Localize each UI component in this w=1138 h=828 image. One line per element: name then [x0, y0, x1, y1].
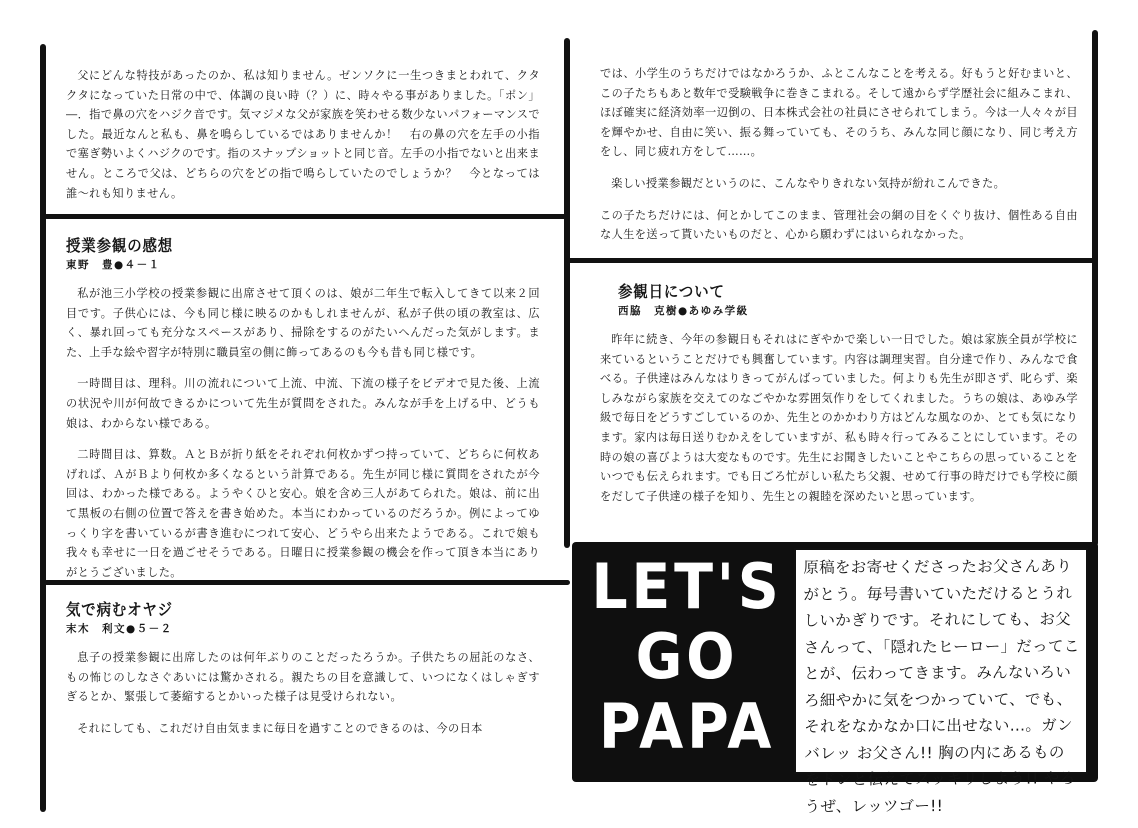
logo-line: PAPA [598, 690, 776, 763]
divider-intro [44, 214, 570, 219]
handwritten-note: 原稿をお寄せくださったお父さんありがとう。毎号書いていただけるとうれしいかぎりです。それにしても、お父さんって、「隠れたヒーロー」だってことが、伝わってきます。みんないろいろ細やかに気をつかっていて、でも、それをなかなか口に出せない…。ガンバレッ お父さん!! 胸の内にあるものをドンと伝えてスッキリしよう!! やろうぜ、レッツゴー!! [803, 557, 1080, 816]
article-paragraph: 息子の授業参観に出席したのは何年ぶりのことだったろうか。子供たちの屈託のなさ、もの怖じのしなさぐあいには驚かされる。親たちの目を意識して、いつになくはしゃぎすぎるとか、緊張して萎縮するとかいった様子は見受けられない。 [66, 651, 540, 704]
article-author: 西脇 克樹●あゆみ学級 [618, 305, 749, 317]
article-paragraph: 楽しい授業参観だというのに、こんなやりきれない気持が紛れこんできた。 [611, 176, 1006, 190]
divider-article3 [566, 258, 1096, 263]
article-paragraph: 一時間目は、理科。川の流れについて上流、中流、下流の様子をビデオで見た後、上流の状況や川が何故できるかについて先生が質問をされた。みんなが手を上げる中、どうも娘は、わからない様である。 [66, 377, 540, 430]
logo-line: LET'S [591, 550, 783, 623]
article-worried-father-continued [600, 64, 1078, 245]
article-paragraph: 昨年に続き、今年の参観日もそれはにぎやかで楽しい一日でした。娘は家族全員が学校に来ているということだけでも興奮しています。内容は調理実習。自分達で作り、みんなで食べる。子供達はみんなはりきってがんばっていました。何よりも先生が即さず、叱らず、楽しみながら家族を交えてのなごやかな雰囲気作りをしてくれました。うちの娘は、あゆみ学級で毎日をどうすごしているのか、先生とのかかわり方はどんな風なのか、とても気になります。家内は毎日送りむかえをしていますが、私も時々行ってみることにしています。その時の娘の喜びようは大変なものです。先生にお聞きしたいことやこちらの思っていることをいつでも伝えられます。でも日ごろ忙がしい私たち父親、せめて行事の時だけでも学校に顔をだして子供達の様子を知り、先生との親睦を深めたいと思っています。 [600, 333, 1078, 503]
article-author: 東野 豊●４－１ [66, 259, 161, 271]
article-title: 参観日について [618, 282, 725, 301]
article-visit-day [600, 282, 1078, 506]
right-border-line [1092, 30, 1098, 546]
article-paragraph: それにしても、これだけ自由気ままに毎日を過すことのできるのは、今の日本 [77, 721, 483, 735]
left-border-line [40, 44, 46, 812]
article-worried-father [66, 600, 540, 738]
article-title: 授業参観の感想 [66, 236, 174, 255]
article-class-visit-impressions [66, 236, 540, 582]
intro-section [66, 66, 540, 203]
article-title: 気で病むオヤジ [66, 600, 173, 619]
article-paragraph: 私が池三小学校の授業参観に出席させて頂くのは、娘が二年生で転入してきて以来２回目です。子供心には、今も同じ様に映るのかもしれませんが、私が子供の頃の教室は、広く、暴れ回っても充分なスペースがあり、掃除をするのがたいへんだった気がします。また、上手な絵や習字が特別に職員室の側に飾ってあるのも今も昔も同じ様です。 [66, 287, 540, 359]
logo-line: GO [635, 620, 739, 693]
lets-go-papa-logo [580, 552, 794, 776]
article-paragraph: では、小学生のうちだけではなかろうか、ふとこんなことを考える。好もうと好むまいと、この子たちもあと数年で受験戦争に巻きこまれる。そして遠からず学歴社会に組みこまれ、ほぼ確実に経済効率一辺倒の、日本株式会社の社員にさせられてしまう。今は一人々々が目を輝やかせ、自由に笑い、振る舞っていても、そのうち、みんな同じ顔になり、同じ考え方をし、同じ疲れ方をして……。 [600, 67, 1078, 159]
intro-paragraph: 父にどんな特技があったのか、私は知りません。ゼンソクに一生つきまとわれて、クタクタになっていた日常の中で、体調の良い時（？）に、時々やる事がありました。「ポン」―．指で鼻の穴をハジク音です。気マジメな父が家族を笑わせる数少ないパフォーマンスでした。最近なんと私も、鼻を鳴らしているではありませんか！ 右の鼻の穴を左手の小指で塞ぎ勢いよくハジクのです。指のスナップショットと同じ音。左手の小指でないと出来ません。ところで父は、どちらの穴をどの指で鳴らしていたのでしょうか？ 今となっては誰～れも知りません。 [66, 69, 540, 200]
article-author: 末木 利文●５－２ [66, 623, 173, 635]
article-paragraph: 二時間目は、算数。ＡとＢが折り紙をそれぞれ何枚かずつ持っていて、どちらに何枚あげれば、ＡがＢより何枚か多くなるという計算である。先生が同じ様に質問をされたが今回は、わかった様である。ようやくひと安心。娘を含め三人があてられた。娘は、前に出て黒板の右側の位置で答えを書き始めた。本当にわかっているのだろうか。例によってゆっくり字を書いているが書き進むにつれて安心、どうやら出来たようである。これで娘も我々も幸せに一日を過ごせそうである。日曜日に授業参観の機会を作って頂き本当にありがとうございました。 [66, 448, 540, 579]
center-border-line [564, 38, 570, 548]
article-paragraph: この子たちだけには、何とかしてこのまま、管理社会の網の目をくぐり抜け、個性ある自由な人生を送って貰いたいものだと、心から願わずにはいられなかった。 [600, 208, 1078, 242]
handwritten-note-box [794, 548, 1088, 816]
